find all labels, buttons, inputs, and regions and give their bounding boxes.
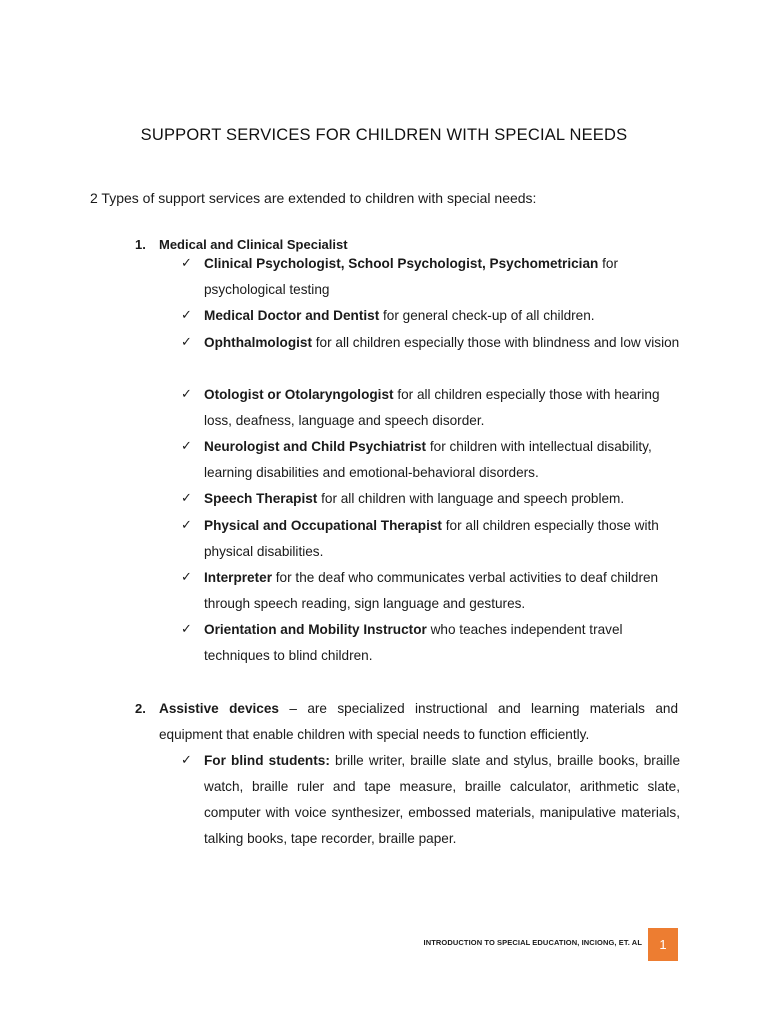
check-icon: ✓ [181, 307, 192, 322]
check-icon: ✓ [181, 438, 192, 453]
list-item-term: For blind students: [204, 753, 330, 768]
section-2-number: 2. [135, 701, 146, 716]
list-item [204, 330, 680, 356]
check-icon: ✓ [181, 752, 192, 767]
list-item-term: Speech Therapist [204, 491, 318, 506]
page-number-badge: 1 [648, 928, 678, 961]
list-item [204, 382, 680, 434]
list-item-term: Medical Doctor and Dentist [204, 308, 380, 323]
list-item [204, 303, 680, 329]
check-icon: ✓ [181, 517, 192, 532]
list-item [204, 513, 680, 565]
list-item [204, 617, 680, 669]
list-item-description: for psychological testing [204, 256, 618, 297]
list-item-term: Otologist or Otolaryngologist [204, 387, 394, 402]
list-item-term: Clinical Psychologist, School Psychologist, Psychometrician [204, 256, 599, 271]
list-item-description: for all children especially those with physical disabilities. [204, 518, 659, 559]
check-icon: ✓ [181, 490, 192, 505]
list-item [204, 486, 680, 512]
list-item-description: for all children especially those with blindness and low vision [312, 335, 680, 350]
list-item-term: Orientation and Mobility Instructor [204, 622, 427, 637]
list-item-description: brille writer, braille slate and stylus, braille books, braille watch, braille ruler and tape measure, braille calculator, arithmetic slate, computer with voice synthesizer, embossed materials, manipulative materials, talking books, tape recorder, braille paper. [204, 753, 680, 846]
list-item-description: for the deaf who communicates verbal activities to deaf children through speech reading, sign language and gestures. [204, 570, 659, 611]
section-2-paragraph [159, 696, 678, 748]
section-1-title: Medical and Clinical Specialist [159, 237, 348, 252]
list-item [204, 251, 680, 303]
page-title: SUPPORT SERVICES FOR CHILDREN WITH SPECIAL NEEDS [140, 126, 628, 144]
list-item-term: Ophthalmologist [204, 335, 312, 350]
section-1-heading [135, 237, 348, 252]
list-item-term: Interpreter [204, 570, 272, 585]
check-icon: ✓ [181, 386, 192, 401]
section-2-title: Assistive devices [159, 701, 279, 716]
list-item-description: for children with intellectual disability, learning disabilities and emotional-behavioral disorders. [204, 439, 652, 480]
section-2-number-wrap [135, 701, 146, 716]
check-icon: ✓ [181, 621, 192, 636]
check-icon: ✓ [181, 569, 192, 584]
running-footer: INTRODUCTION TO SPECIAL EDUCATION, INCIONG, ET. AL [423, 938, 642, 947]
intro-paragraph: 2 Types of support services are extended to children with special needs: [90, 190, 537, 206]
section-2-description: – are specialized instructional and learning materials and equipment that enable children with special needs to function efficiently. [159, 701, 678, 742]
check-icon: ✓ [181, 255, 192, 270]
check-icon: ✓ [181, 334, 192, 349]
list-item [204, 565, 680, 617]
list-item [204, 748, 680, 852]
list-item-description: for general check-up of all children. [379, 308, 595, 323]
list-item-description: for all children especially those with hearing loss, deafness, language and speech disorder. [204, 387, 660, 428]
list-item [204, 434, 680, 486]
list-item-term: Physical and Occupational Therapist [204, 518, 442, 533]
section-1-number: 1. [135, 237, 146, 252]
list-item-description: for all children with language and speech problem. [317, 491, 625, 506]
list-item-term: Neurologist and Child Psychiatrist [204, 439, 427, 454]
list-item-description: who teaches independent travel techniques to blind children. [204, 622, 623, 663]
